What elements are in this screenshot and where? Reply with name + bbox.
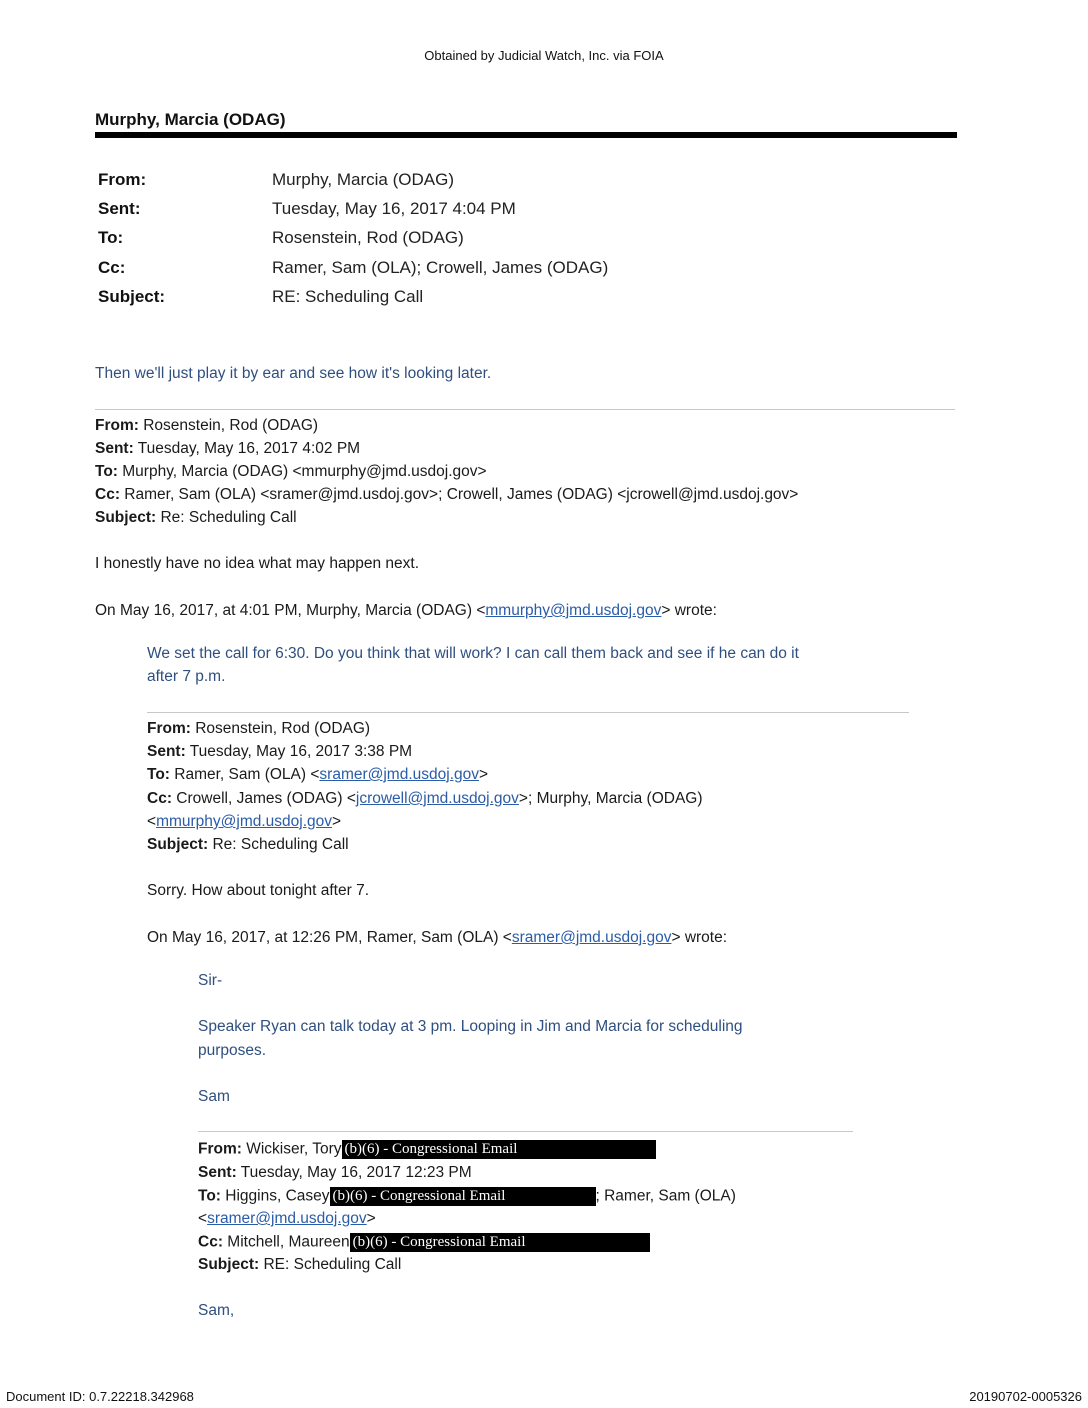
from-label: From: xyxy=(98,170,147,189)
wrote-line: On May 16, 2017, at 12:26 PM, Ramer, Sam (OLA) <sramer@jmd.usdoj.gov> wrote: xyxy=(147,929,728,946)
message-body: Then we'll just play it by ear and see how it's looking later. xyxy=(95,365,492,382)
quoted-cc-continued: <mmurphy@jmd.usdoj.gov> xyxy=(147,813,342,830)
title-divider xyxy=(95,132,957,138)
quoted-cc: Cc: Crowell, James (ODAG) <jcrowell@jmd.usdoj.gov>; Murphy, Marcia (ODAG) xyxy=(147,790,703,807)
message-body: Speaker Ryan can talk today at 3 pm. Looping in Jim and Marcia for scheduling xyxy=(198,1018,743,1035)
bates-number: 20190702-0005326 xyxy=(969,1389,1082,1404)
quoted-to-continued: <sramer@jmd.usdoj.gov> xyxy=(198,1210,376,1227)
quoted-from: From: Rosenstein, Rod (ODAG) xyxy=(95,417,319,434)
email-link[interactable]: mmurphy@jmd.usdoj.gov xyxy=(156,813,333,830)
message-greeting: Sam, xyxy=(198,1302,235,1319)
message-body: We set the call for 6:30. Do you think that will work? I can call them back and see if he can do it xyxy=(147,645,799,662)
quoted-sent: Sent: Tuesday, May 16, 2017 4:02 PM xyxy=(95,440,361,457)
message-divider xyxy=(95,409,955,410)
foia-watermark: Obtained by Judicial Watch, Inc. via FOIA xyxy=(424,48,664,63)
quoted-sent: Sent: Tuesday, May 16, 2017 3:38 PM xyxy=(147,743,413,760)
message-body: purposes. xyxy=(198,1042,267,1059)
sent-value: Tuesday, May 16, 2017 4:04 PM xyxy=(272,199,516,218)
to-label: To: xyxy=(98,228,124,247)
quoted-subject: Subject: Re: Scheduling Call xyxy=(147,836,349,853)
email-link[interactable]: sramer@jmd.usdoj.gov xyxy=(511,929,672,946)
document-id: Document ID: 0.7.22218.342968 xyxy=(6,1389,194,1404)
cc-value: Ramer, Sam (OLA); Crowell, James (ODAG) xyxy=(272,258,609,277)
subject-value: RE: Scheduling Call xyxy=(272,287,424,306)
sent-label: Sent: xyxy=(98,199,141,218)
from-value: Murphy, Marcia (ODAG) xyxy=(272,170,454,189)
wrote-line: On May 16, 2017, at 4:01 PM, Murphy, Marcia (ODAG) <mmurphy@jmd.usdoj.gov> wrote: xyxy=(95,602,717,619)
message-body: I honestly have no idea what may happen next. xyxy=(95,555,419,572)
quoted-from: From: Rosenstein, Rod (ODAG) xyxy=(147,720,371,737)
email-link[interactable]: jcrowell@jmd.usdoj.gov xyxy=(355,790,519,807)
quoted-sent: Sent: Tuesday, May 16, 2017 12:23 PM xyxy=(198,1164,472,1181)
subject-label: Subject: xyxy=(98,287,166,306)
email-link[interactable]: mmurphy@jmd.usdoj.gov xyxy=(485,602,662,619)
quoted-subject: Subject: RE: Scheduling Call xyxy=(198,1256,402,1273)
quoted-to: To: Higgins, Casey (b)(6) - Congressional Email ; Ramer, Sam (OLA) xyxy=(198,1187,736,1205)
message-divider xyxy=(198,1131,853,1132)
email-link[interactable]: sramer@jmd.usdoj.gov xyxy=(319,766,480,783)
message-greeting: Sir- xyxy=(198,972,223,989)
email-link[interactable]: sramer@jmd.usdoj.gov xyxy=(207,1210,367,1227)
redaction-box: (b)(6) - Congressional Email xyxy=(342,1140,656,1159)
document-title: Murphy, Marcia (ODAG) xyxy=(95,110,286,129)
quoted-to: To: Murphy, Marcia (ODAG) <mmurphy@jmd.usdoj.gov> xyxy=(95,463,487,480)
redaction-box: (b)(6) - Congressional Email xyxy=(330,1187,596,1206)
quoted-from: From: Wickiser, Tory (b)(6) - Congressional Email xyxy=(198,1140,656,1159)
quoted-cc: Cc: Mitchell, Maureen (b)(6) - Congressional Email xyxy=(198,1233,650,1252)
message-divider xyxy=(147,712,909,713)
message-signoff: Sam xyxy=(198,1088,230,1105)
to-value: Rosenstein, Rod (ODAG) xyxy=(272,228,464,247)
redaction-box: (b)(6) - Congressional Email xyxy=(350,1233,650,1252)
quoted-subject: Subject: Re: Scheduling Call xyxy=(95,509,297,526)
quoted-cc: Cc: Ramer, Sam (OLA) <sramer@jmd.usdoj.gov>; Crowell, James (ODAG) <jcrowell@jmd.usdoj.gov> xyxy=(95,486,799,503)
message-body: Sorry. How about tonight after 7. xyxy=(147,882,369,899)
quoted-to: To: Ramer, Sam (OLA) <sramer@jmd.usdoj.gov> xyxy=(147,766,489,783)
cc-label: Cc: xyxy=(98,258,126,277)
message-body: after 7 p.m. xyxy=(147,668,226,685)
